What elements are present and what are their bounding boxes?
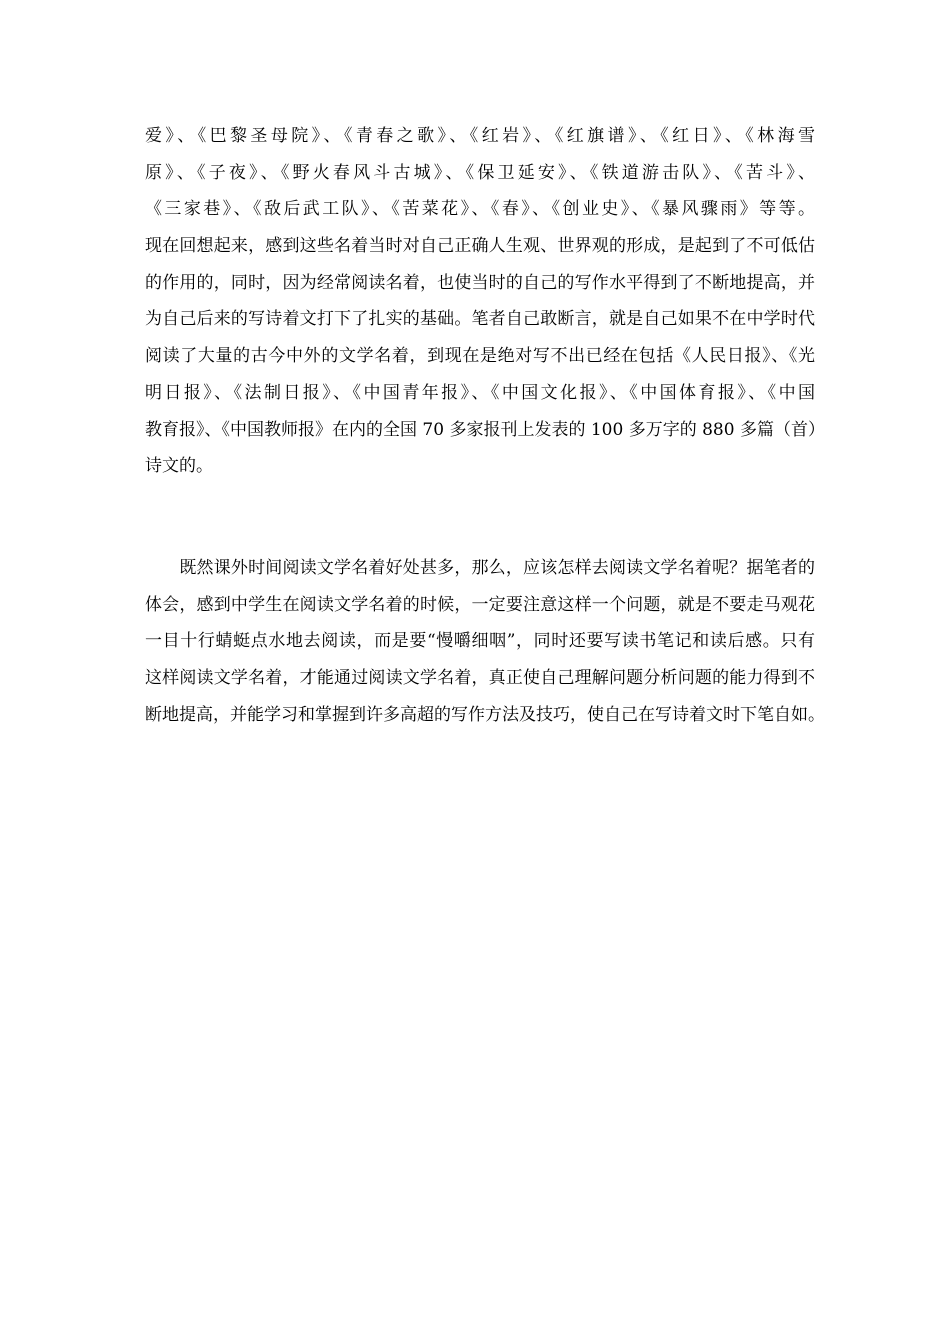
paragraph-2 bbox=[145, 550, 825, 733]
paragraph-line: 诗文的。 bbox=[145, 456, 213, 477]
paragraph-line: 爱》、《巴黎圣母院》、《青春之歌》、《红岩》、《红旗谱》、《红日》、《林海雪 bbox=[145, 126, 815, 146]
paragraph-line: 教育报》、《中国教师报》在内的全国 70 多家报刊上发表的 100 多万字的 880 多篇（首） bbox=[145, 419, 825, 440]
paragraph-line: 原》、《子夜》、《野火春风斗古城》、《保卫延安》、《铁道游击队》、《苦斗》、 bbox=[145, 162, 815, 183]
paragraph-line: 为自己后来的写诗着文打下了扎实的基础。笔者自己敢断言，就是自己如果不在中学时代 bbox=[145, 309, 815, 330]
paragraph-line: 一目十行蜻蜓点水地去阅读，而是要“慢嚼细咽”，同时还要写读书笔记和读后感。只有 bbox=[145, 631, 815, 652]
paragraph-line: 这样阅读文学名着，才能通过阅读文学名着，真正使自己理解问题分析问题的能力得到不 bbox=[145, 668, 815, 689]
paragraph-line: 《三家巷》、《敌后武工队》、《苦菜花》、《春》、《创业史》、《暴风骤雨》等等。 bbox=[145, 199, 815, 220]
paragraph-line: 的作用的，同时，因为经常阅读名着，也使当时的自己的写作水平得到了不断地提高，并 bbox=[145, 272, 815, 293]
paragraph-line: 体会，感到中学生在阅读文学名着的时候，一定要注意这样一个问题，就是不要走马观花 bbox=[145, 594, 815, 615]
paragraph-line: 既然课外时间阅读文学名着好处甚多，那么，应该怎样去阅读文学名着呢？据笔者的 bbox=[145, 558, 815, 578]
paragraph-line: 断地提高，并能学习和掌握到许多高超的写作方法及技巧，使自己在写诗着文时下笔自如。 bbox=[145, 704, 825, 725]
paragraph-line: 阅读了大量的古今中外的文学名着，到现在是绝对写不出已经在包括《人民日报》、《光 bbox=[145, 346, 815, 367]
paragraph-line: 明日报》、《法制日报》、《中国青年报》、《中国文化报》、《中国体育报》、《中国 bbox=[145, 382, 815, 403]
paragraph-line: 现在回想起来，感到这些名着当时对自己正确人生观、世界观的形成，是起到了不可低估 bbox=[145, 236, 815, 257]
paragraph-1 bbox=[145, 118, 825, 485]
